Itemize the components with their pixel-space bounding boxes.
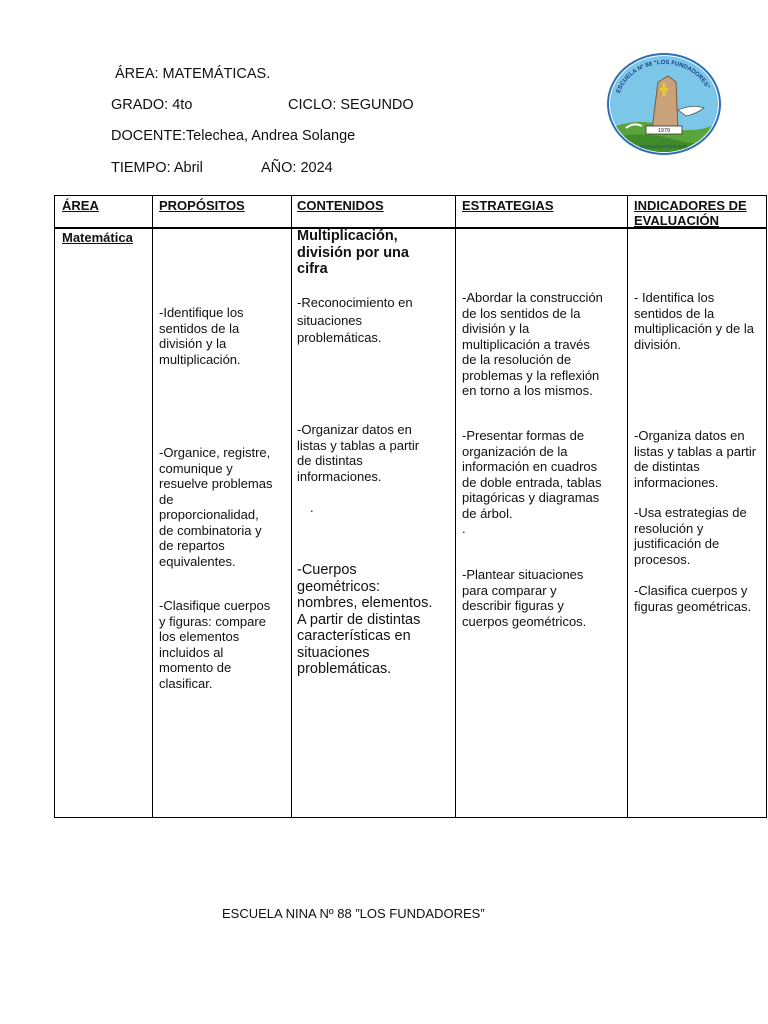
contenido-title: Multiplicación, división por una cifra: [297, 228, 409, 277]
header-propositos: PROPÓSITOS: [159, 198, 245, 213]
column-divider: [455, 196, 456, 817]
header-indicadores-line1: INDICADORES DE: [634, 198, 747, 213]
footer-school-name: ESCUELA NINA Nº 88 ”LOS FUNDADORES”: [222, 906, 485, 921]
logo-year: 1979: [657, 128, 671, 134]
contenido-item: -Reconocimiento en situaciones problemáticas.: [297, 295, 413, 345]
proposito-item: -Clasifique cuerpos y figuras: compare los elementos incluidos al momento de clasificar.: [159, 598, 271, 691]
contenido-item: -Cuerpos geométricos: nombres, elementos. A partir de distintas características en situaciones problemáticas.: [297, 562, 433, 677]
contenido-dot: .: [310, 500, 314, 515]
column-divider: [291, 196, 292, 817]
indicador-item: -Clasifica cuerpos y figuras geométricas.: [634, 583, 752, 614]
estrategia-item: -Plantear situaciones para comparar y describir figuras y cuerpos geométricos.: [462, 567, 587, 629]
ciclo-label: CICLO: SEGUNDO: [288, 97, 414, 113]
logo-arc-text: ESCUELA Nº 88 "LOS FUNDADORES": [615, 59, 711, 95]
grado-label: GRADO: 4to: [111, 97, 193, 113]
estrategia-item: -Abordar la construcción de los sentidos de la división y la multiplicación a través de la resolución de problemas y la reflexión en torno a los mismos.: [462, 290, 603, 398]
school-logo: [606, 52, 722, 156]
header-indicadores-line2: EVALUACIÓN: [634, 213, 719, 228]
proposito-item: -Identifique los sentidos de la división y la multiplicación.: [159, 305, 244, 367]
tiempo-label: TIEMPO: Abril: [111, 160, 203, 176]
logo-bottom-text: GUALEGUAYCHU E.R.: [640, 144, 688, 149]
indicador-item: -Usa estrategias de resolución y justificación de procesos.: [634, 505, 747, 567]
planning-table: [54, 195, 767, 818]
column-divider: [627, 196, 628, 817]
indicador-item: -Organiza datos en listas y tablas a partir de distintas informaciones.: [634, 428, 757, 490]
indicador-item: - Identifica los sentidos de la multiplicación y de la división.: [634, 290, 754, 352]
area-value: Matemática: [62, 230, 133, 245]
estrategia-item: -Presentar formas de organización de la información en cuadros de doble entrada, tablas pitagóricas y diagramas de árbol. .: [462, 428, 602, 536]
header-estrategias: ESTRATEGIAS: [462, 198, 554, 213]
proposito-item: -Organice, registre, comunique y resuelve problemas de proporcionalidad, de combinatoria y de repartos equivalentes.: [159, 445, 273, 569]
header-area: ÁREA: [62, 198, 99, 213]
area-heading: ÁREA: MATEMÁTICAS.: [115, 66, 271, 82]
contenido-item: -Organizar datos en listas y tablas a partir de distintas informaciones.: [297, 422, 420, 484]
anio-label: AÑO: 2024: [261, 160, 333, 176]
column-divider: [152, 196, 153, 817]
header-contenidos: CONTENIDOS: [297, 198, 384, 213]
docente-label: DOCENTE:Telechea, Andrea Solange: [111, 128, 356, 144]
